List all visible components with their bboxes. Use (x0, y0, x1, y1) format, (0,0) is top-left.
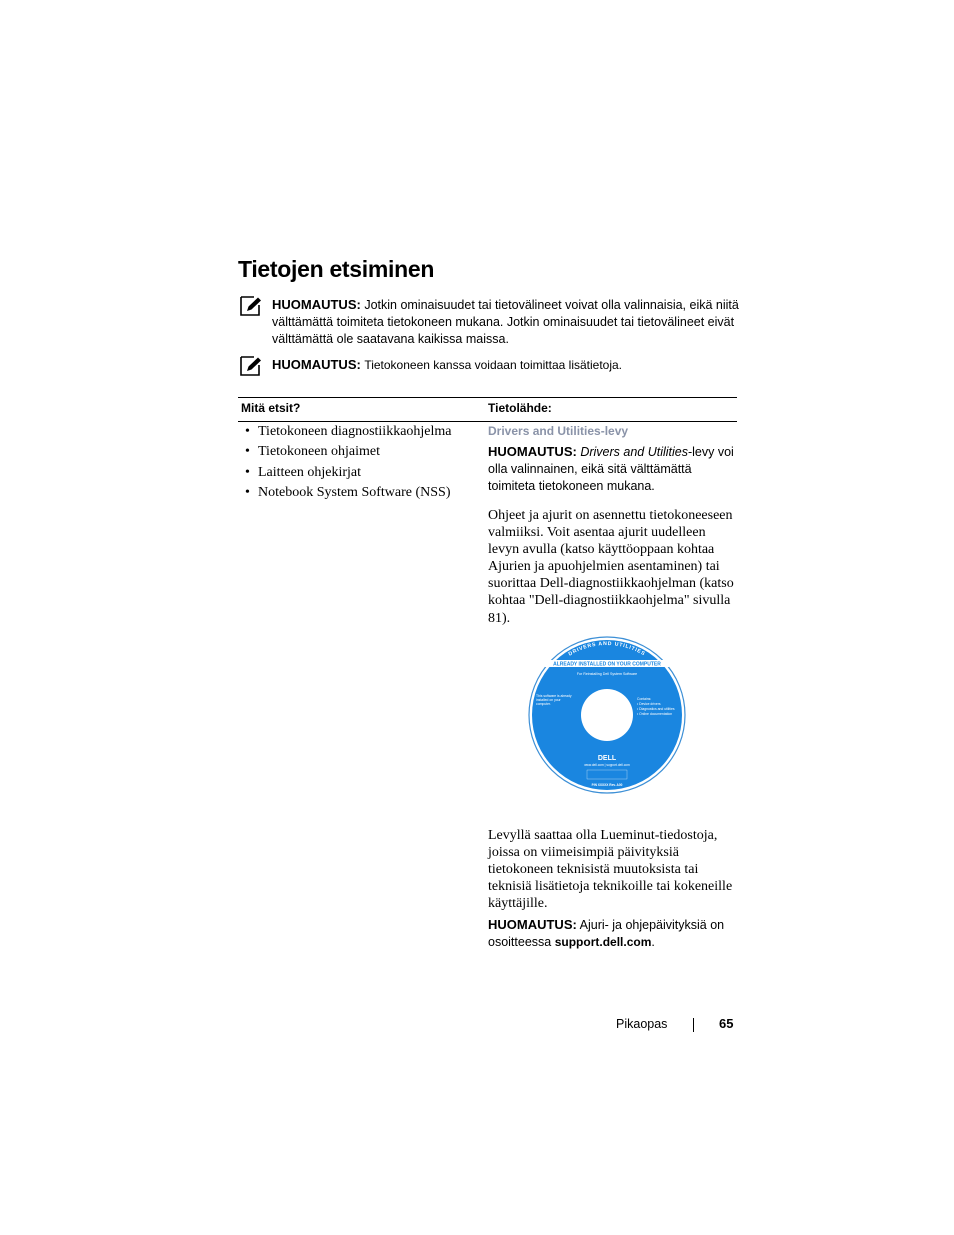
note-body: Tietokoneen kanssa voidaan toimittaa lisätietoja. (364, 358, 623, 372)
page-title: Tietojen etsiminen (238, 256, 435, 282)
disc-contains: Contains: (637, 697, 652, 701)
note-label: HUOMAUTUS: (272, 357, 361, 372)
note-label: HUOMAUTUS: (272, 297, 361, 312)
page-number: 65 (719, 1016, 734, 1031)
disc-item: • Device drivers (637, 702, 661, 706)
table-rule-top (238, 397, 737, 398)
disc-banner-text: ALREADY INSTALLED ON YOUR COMPUTER (553, 661, 661, 668)
list-item: • Notebook System Software (NSS) (245, 484, 451, 500)
source-heading: Drivers and Utilities-levy (488, 424, 629, 438)
source-paragraph-readme: Levyllä saattaa olla Lueminut-tiedostoja, joissa on viimeisimpiä päivityksiä tietokoneen teknisistä muutoksista tai teknisiä lisätietoja teknikoille tai kokeneille käyttäjille. (488, 827, 733, 912)
disc-item: • Diagnostics and utilities (637, 707, 675, 711)
note-body: Ajuri- ja ohjepäivityksiä on osoitteessa (488, 918, 725, 950)
dell-logo: DELL (597, 755, 617, 762)
note-optional-media (240, 296, 740, 348)
table-header-what: Mitä etsit? (241, 401, 301, 415)
list-item: • Laitteen ohjekirjat (245, 464, 362, 480)
list-item: • Tietokoneen ohjaimet (245, 444, 380, 460)
note-additional-info (240, 356, 740, 374)
source-note-optional (488, 443, 738, 495)
disc-part-number: P/N XXXXX Rev. A00 (591, 783, 623, 787)
pencil-note-icon (240, 296, 262, 316)
note-label: HUOMAUTUS: (488, 917, 577, 933)
disc-hub (581, 689, 633, 741)
disc-item: • Online documentation (637, 712, 673, 716)
source-note-updates: HUOMAUTUS: Ajuri- ja ohjepäivityksiä on osoitteessa support.dell.com. (488, 917, 725, 950)
note-body: Jotkin ominaisuudet tai tietovälineet voivat olla valinnaisia, eikä niitä välttämättä toimiteta tietokoneen mukana. Jotkin ominaisuudet tai tietovälineet eivät välttämättä ole saatavana kaikissa maissa. (272, 298, 739, 346)
list-item: • Tietokoneen diagnostiikkaohjelma (245, 424, 452, 439)
drivers-utilities-disc (527, 636, 687, 794)
note-body: -levy voi olla valinnainen, eikä sitä välttämättä toimiteta tietokoneen mukana. (488, 445, 734, 493)
disc-arc-title: DRIVERS AND UTILITIES (567, 640, 647, 658)
note-label: HUOMAUTUS: (488, 444, 577, 459)
looking-for-list (245, 422, 452, 503)
disc-subtitle: For Reinstalling Dell System Software (576, 672, 638, 676)
source-paragraph-install: Ohjeet ja ajurit on asennettu tietokoneeseen valmiiksi. Voit asentaa ajurit uudelleen levyn avulla (katso käyttöoppaan kohtaa Ajurien ja apuohjelmien asentaminen) tai suorittaa Dell-diagnostiikkaohjelman (katso kohtaa "Dell-diagnostiikkaohjelma" sivulla 81). (488, 508, 734, 626)
disc-url: www.dell.com | support.dell.com (584, 763, 630, 767)
pencil-note-icon (240, 356, 262, 376)
footer-section-name: Pikaopas (616, 1017, 668, 1031)
support-link[interactable]: support.dell.com (554, 935, 652, 950)
disc-left-text: This software is already installed on your computer. (536, 694, 572, 706)
disc-left-text-box (536, 694, 576, 724)
note-italic-title: Drivers and Utilities (580, 445, 688, 459)
footer-divider (693, 1018, 694, 1032)
table-header-source: Tietolähde: (488, 401, 552, 415)
